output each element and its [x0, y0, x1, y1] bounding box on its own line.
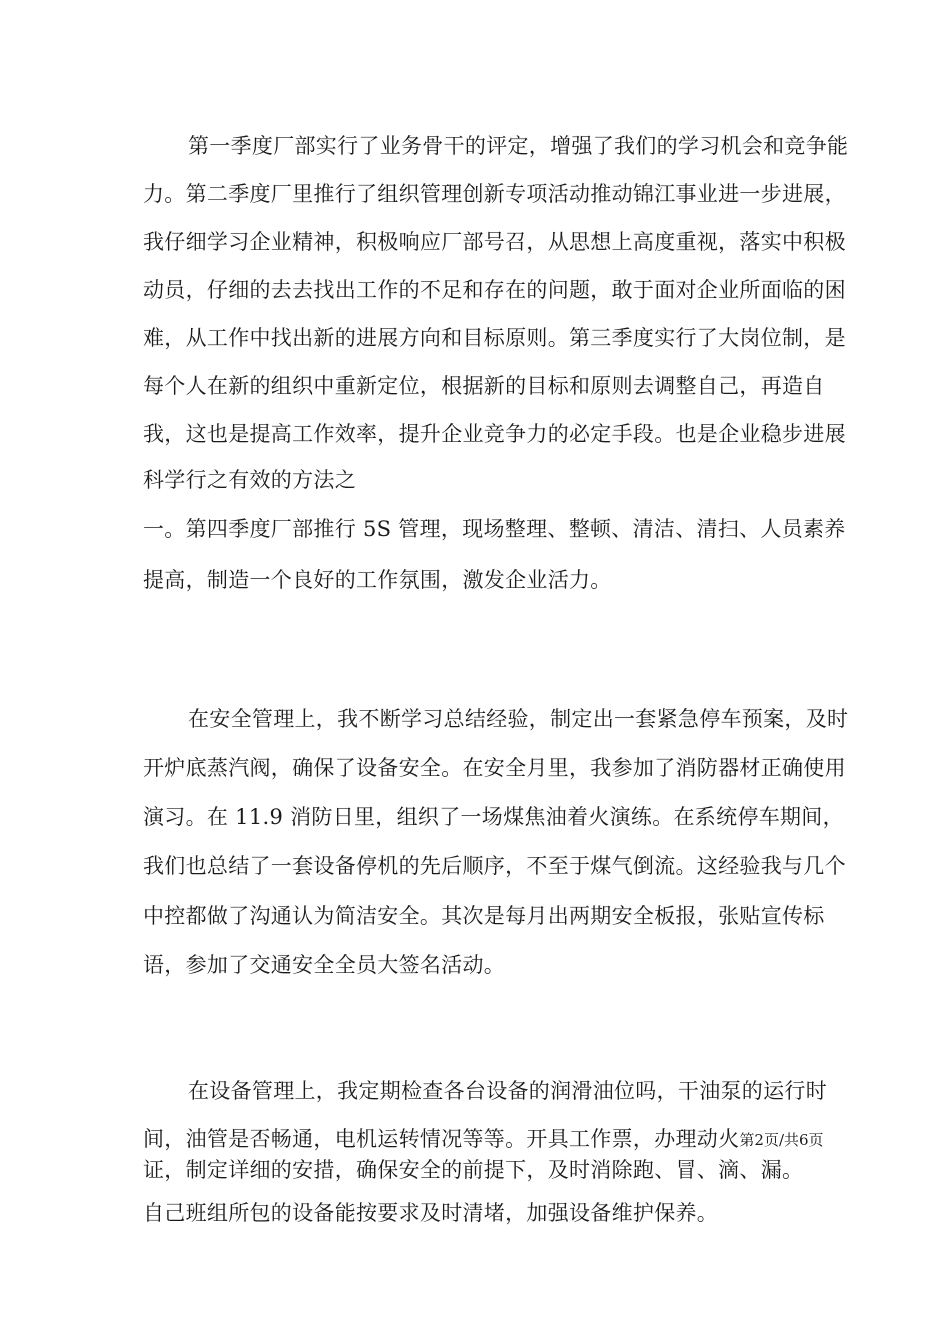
page-indicator: 第2页/共6页 [739, 1131, 824, 1149]
text-line: 力。第二季度厂里推行了组织管理创新专项活动推动锦江事业进一步进展， [143, 182, 846, 206]
text-line: 语，参加了交通安全全员大签名活动。 [143, 953, 506, 977]
text-line: 中控都做了沟通认为简洁安全。其次是每月出两期安全板报，张贴宣传标 [143, 904, 825, 928]
text-line: 提高，制造一个良好的工作氛围，激发企业活力。 [143, 568, 612, 592]
text-line [143, 1125, 824, 1154]
text-line: 我们也总结了一套设备停机的先后顺序，不至于煤气倒流。这经验我与几个 [143, 854, 846, 878]
text-line: 证，制定详细的安措，确保安全的前提下，及时消除跑、冒、滴、漏。 [143, 1158, 804, 1182]
text-line: 难，从工作中找出新的进展方向和目标原则。第三季度实行了大岗位制，是 [143, 326, 846, 350]
text-line: 演习。在 11.9 消防日里，组织了一场煤焦油着火演练。在系统停车期间， [143, 805, 844, 829]
text-line: 科学行之有效的方法之 [143, 468, 356, 492]
text-line: 动员，仔细的去去找出工作的不足和存在的问题，敢于面对企业所面临的困 [143, 278, 846, 302]
text-line: 开炉底蒸汽阀，确保了设备安全。在安全月里，我参加了消防器材正确使用 [143, 756, 846, 780]
text-segment: 间，油管是否畅通，电机运转情况等等。开具工作票，办理动火 [143, 1127, 740, 1151]
text-line: 一。第四季度厂部推行 5S 管理，现场整理、整顿、清洁、清扫、人员素养 [143, 517, 846, 541]
text-line: 每个人在新的组织中重新定位，根据新的目标和原则去调整自己，再造自 [143, 374, 825, 398]
text-line: 在安全管理上，我不断学习总结经验，制定出一套紧急停车预案，及时 [188, 707, 849, 731]
text-line: 我仔细学习企业精神，积极响应厂部号召，从思想上高度重视，落实中积极 [143, 230, 846, 254]
text-line: 第一季度厂部实行了业务骨干的评定，增强了我们的学习机会和竞争能 [188, 134, 849, 158]
text-line: 在设备管理上，我定期检查各台设备的润滑油位吗，干油泵的运行时 [188, 1079, 827, 1103]
text-line: 我，这也是提高工作效率，提升企业竞争力的必定手段。也是企业稳步进展 [143, 422, 846, 446]
text-line: 自己班组所包的设备能按要求及时清堵，加强设备维护保养。 [143, 1201, 719, 1225]
